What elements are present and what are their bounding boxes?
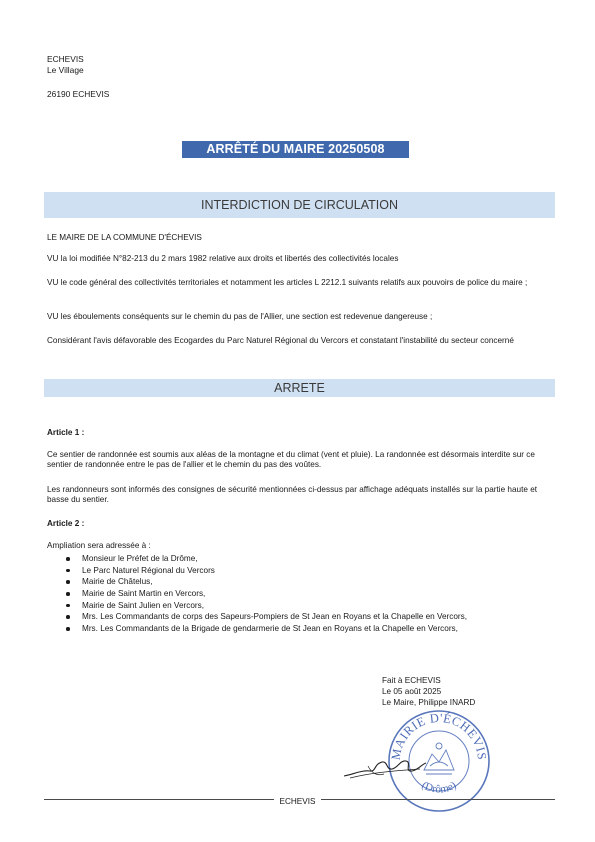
signature-place: Fait à ECHEVIS [382,676,441,685]
sender-name: ECHEVIS [47,54,84,64]
stamp-text-bottom: (Drôme) [419,779,459,796]
list-item: Monsieur le Préfet de la Drôme, [66,553,556,565]
list-item: Le Parc Naturel Régional du Vercors [66,565,556,577]
list-item: Mrs. Les Commandants de la Brigade de gendarmerie de St Jean en Royans et la Chapelle en Vercors, [66,623,556,635]
signatory-name: Le Maire, Philippe INARD [382,698,476,707]
list-item: Mrs. Les Commandants de corps des Sapeurs-Pompiers de St Jean en Royans et la Chapelle en Vercors, [66,611,556,623]
considerant: Considérant l'avis défavorable des Ecogardes du Parc Naturel Régional du Vercors et constatant l'instabilité du secteur concerné [47,336,514,345]
list-item: Mairie de Châtelus, [66,576,556,588]
article-1-paragraph-2: Les randonneurs sont informés des consignes de sécurité mentionnées ci-dessus par affichage adéquats installés sur la partie haute et basse du sentier. [47,485,538,504]
subject-banner: INTERDICTION DE CIRCULATION [44,192,555,218]
signature-date: Le 05 août 2025 [382,687,442,696]
list-item: Mairie de Saint Julien en Vercors, [66,600,556,612]
footer [0,797,595,807]
arrete-banner: ARRETE [44,379,555,397]
document-title: ARRÊTÉ DU MAIRE 20250508 [182,141,409,158]
article-1-paragraph-1: Ce sentier de randonnée est soumis aux aléas de la montagne et du climat (vent et pluie). La randonnée est désormais interdite sur ce sentier de randonnée entre le pas de l'allier et le chemin du pas des voûtes. [47,450,535,469]
list-item: Mairie de Saint Martin en Vercors, [66,588,556,600]
ampliation-intro: Ampliation sera adressée à : [47,541,151,550]
sender-address: Le Village [47,65,84,75]
footer-label: ECHEVIS [274,797,322,806]
sender-postcode-city: 26190 ECHEVIS [47,89,110,99]
vu-code: VU le code général des collectivités territoriales et notamment les articles L 2212.1 suivants relatifs aux pouvoirs de police du maire ; [47,278,528,287]
vu-law: VU la loi modifiée N°82-213 du 2 mars 1982 relative aux droits et libertés des collectivités locales [47,254,399,263]
recipient-list [66,553,556,635]
stamp-text-top: MAIRIE D'ÉCHEVIS [388,710,490,761]
authority-line: LE MAIRE DE LA COMMUNE D'ÉCHEVIS [47,233,202,242]
article-1-heading: Article 1 : [47,428,85,437]
article-2-heading: Article 2 : [47,519,85,528]
vu-rockfall: VU les éboulements conséquents sur le chemin du pas de l'Allier, une section est redevenue dangereuse ; [47,312,433,321]
handwritten-signature [340,752,430,782]
